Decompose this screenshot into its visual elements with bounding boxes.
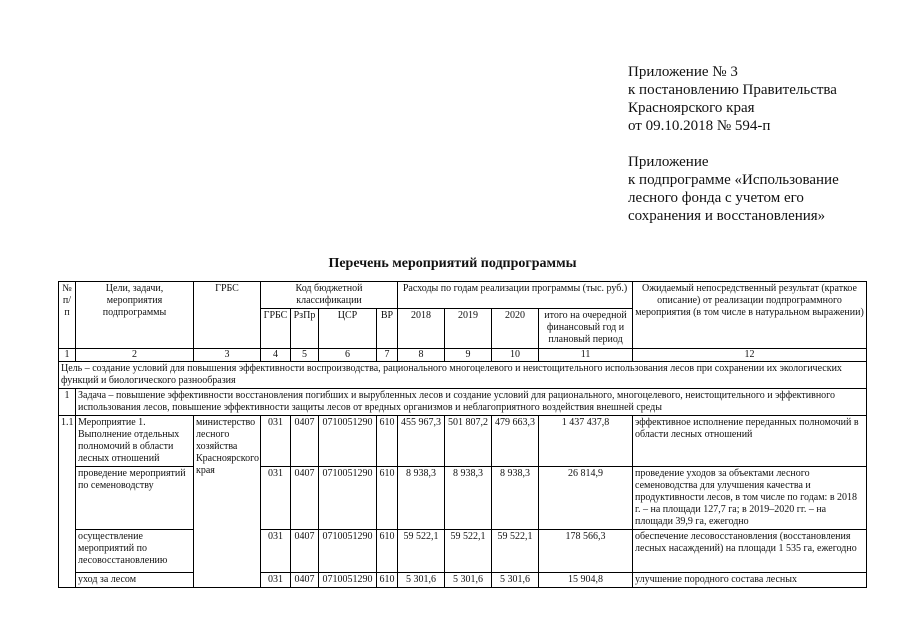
row-2018: 59 522,1	[398, 530, 445, 573]
appendix-line: лесного фонда с учетом его	[628, 190, 804, 206]
appendix-subprogram	[628, 153, 888, 225]
row-name: уход за лесом	[76, 573, 194, 588]
row-csr: 0710051290	[319, 530, 377, 573]
task-row	[59, 389, 867, 416]
row-result: проведение уходов за объектами лесного семеноводства для улучшения качества и продуктивности лесов, в том числе по годам: в 2018 г. – на площади 127,7 га; в 2019–2020 гг. – на площади 39,9 га, ежегодно	[633, 467, 867, 530]
row-vr: 610	[377, 416, 398, 467]
subheader-csr: ЦСР	[319, 309, 377, 349]
subheader-rzpr: РзПр	[291, 309, 319, 349]
row-total: 15 904,8	[539, 573, 633, 588]
column-number: 11	[539, 349, 633, 362]
row-grbs: 031	[261, 416, 291, 467]
subheader-2019: 2019	[445, 309, 492, 349]
column-number: 1	[59, 349, 76, 362]
row-csr: 0710051290	[319, 573, 377, 588]
header-grbs: ГРБС	[194, 282, 261, 349]
row-grbs: 031	[261, 530, 291, 573]
row-2019: 501 807,2	[445, 416, 492, 467]
table-row	[59, 573, 867, 588]
subheader-2018: 2018	[398, 309, 445, 349]
row-rzpr: 0407	[291, 530, 319, 573]
column-number: 3	[194, 349, 261, 362]
header-goals: Цели, задачи, мероприятия подпрограммы	[76, 282, 194, 349]
table-row	[59, 416, 867, 467]
column-number: 4	[261, 349, 291, 362]
goal-text: Цель – создание условий для повышения эффективности воспроизводства, рационального многоцелевого и неистощительного использования лесов при сохранении их экологических функций и биологического разнообразия	[59, 362, 867, 389]
header-expenses: Расходы по годам реализации программы (тыс. руб.)	[398, 282, 633, 309]
header-result: Ожидаемый непосредственный результат (краткое описание) от реализации подпрограммного мероприятия (в том числе в натуральном выражении)	[633, 282, 867, 349]
row-rzpr: 0407	[291, 467, 319, 530]
appendix-line: к подпрограмме «Использование	[628, 172, 839, 188]
row-result: улучшение породного состава лесных	[633, 573, 867, 588]
column-number: 6	[319, 349, 377, 362]
appendix-line: Приложение	[628, 154, 709, 170]
row-2020: 8 938,3	[492, 467, 539, 530]
row-name: осуществление мероприятий по лесовосстановлению	[76, 530, 194, 573]
row-2018: 5 301,6	[398, 573, 445, 588]
column-number: 5	[291, 349, 319, 362]
table-row	[59, 467, 867, 530]
row-grbs-name: министерство лесного хозяйства Красноярского края	[194, 416, 261, 588]
table-header-row	[59, 282, 867, 309]
header-num: № п/п	[59, 282, 76, 349]
row-2018: 8 938,3	[398, 467, 445, 530]
subheader-vr: ВР	[377, 309, 398, 349]
column-number: 8	[398, 349, 445, 362]
row-total: 1 437 437,8	[539, 416, 633, 467]
row-2019: 59 522,1	[445, 530, 492, 573]
row-2020: 5 301,6	[492, 573, 539, 588]
column-number-row	[59, 349, 867, 362]
row-vr: 610	[377, 573, 398, 588]
row-vr: 610	[377, 467, 398, 530]
row-name: проведение мероприятий по семеноводству	[76, 467, 194, 530]
row-grbs: 031	[261, 467, 291, 530]
appendix-line: от 09.10.2018 № 594-п	[628, 118, 771, 134]
row-num: 1.1	[59, 416, 76, 588]
column-number: 7	[377, 349, 398, 362]
table-row	[59, 530, 867, 573]
row-name: Мероприятие 1. Выполнение отдельных полномочий в области лесных отношений	[76, 416, 194, 467]
subheader-total: итого на очередной финансовый год и плановый период	[539, 309, 633, 349]
row-csr: 0710051290	[319, 467, 377, 530]
row-2018: 455 967,3	[398, 416, 445, 467]
appendix-line: Приложение № 3	[628, 64, 738, 80]
row-grbs: 031	[261, 573, 291, 588]
column-number: 9	[445, 349, 492, 362]
row-2019: 8 938,3	[445, 467, 492, 530]
task-num: 1	[59, 389, 76, 416]
row-csr: 0710051290	[319, 416, 377, 467]
row-result: эффективное исполнение переданных полномочий в области лесных отношений	[633, 416, 867, 467]
appendix-line: сохранения и восстановления»	[628, 208, 826, 224]
appendix-line: Красноярского края	[628, 100, 755, 116]
row-rzpr: 0407	[291, 416, 319, 467]
task-text: Задача – повышение эффективности восстановления погибших и вырубленных лесов и создание условий для рационального, многоцелевого, неистощительного и эффективного использования лесов, повышение эффективности защиты лесов от вредных организмов и неблагоприятного воздействия внешней среды	[76, 389, 867, 416]
row-2020: 59 522,1	[492, 530, 539, 573]
column-number: 10	[492, 349, 539, 362]
row-result: обеспечение лесовосстановления (восстановления лесных насаждений) на площади 1 535 га, ежегодно	[633, 530, 867, 573]
column-number: 2	[76, 349, 194, 362]
measures-table	[58, 281, 867, 588]
column-number: 12	[633, 349, 867, 362]
row-2019: 5 301,6	[445, 573, 492, 588]
row-vr: 610	[377, 530, 398, 573]
appendix-block	[628, 63, 888, 225]
row-total: 178 566,3	[539, 530, 633, 573]
row-total: 26 814,9	[539, 467, 633, 530]
goal-row	[59, 362, 867, 389]
row-rzpr: 0407	[291, 573, 319, 588]
row-2020: 479 663,3	[492, 416, 539, 467]
subheader-grbs: ГРБС	[261, 309, 291, 349]
appendix-line: к постановлению Правительства	[628, 82, 837, 98]
document-title: Перечень мероприятий подпрограммы	[328, 256, 577, 271]
subheader-2020: 2020	[492, 309, 539, 349]
header-budget-code: Код бюджетной классификации	[261, 282, 398, 309]
